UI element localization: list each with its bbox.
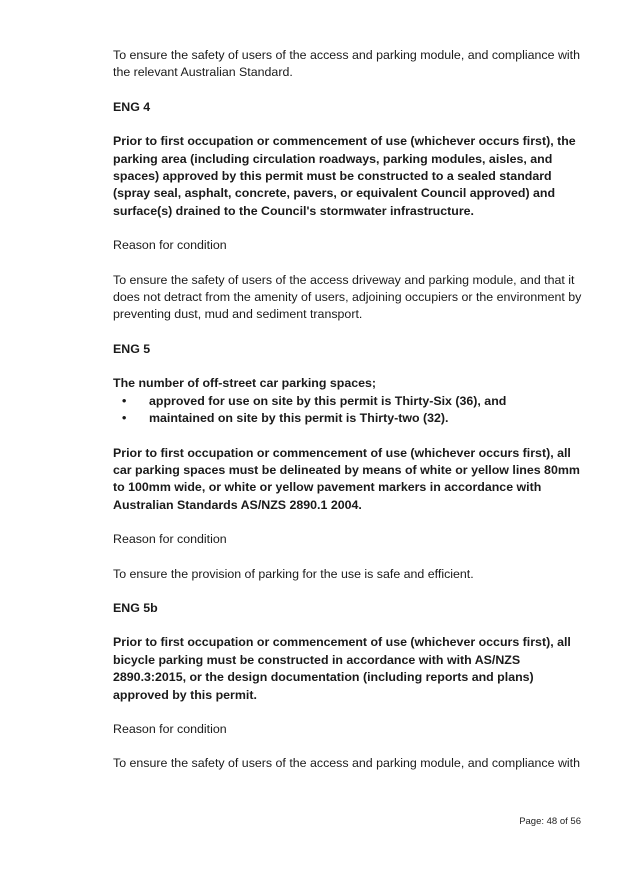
eng5-heading: ENG 5 (113, 341, 151, 356)
bullet-icon: • (122, 393, 127, 408)
eng5b-reason-label: Reason for condition (113, 721, 227, 736)
eng4-reason-label: Reason for condition (113, 238, 227, 253)
bullet-icon: • (122, 411, 127, 426)
eng5b-condition: Prior to first occupation or commencement of use (whichever occurs first), all bicycle parking must be constructed in accordance with with AS/NZS 2890.3:2015, or the design documentation (including reports and plans) approved by this permit. (113, 635, 571, 702)
eng5-bullet-list (113, 393, 583, 428)
eng5-intro: The number of off-street car parking spaces; (113, 376, 377, 391)
eng4-reason: To ensure the safety of users of the access driveway and parking module, and that it does not detract from the amenity of users, adjoining occupiers or the environment by preventing dust, mud and sediment transport. (113, 272, 582, 322)
eng5b-heading: ENG 5b (113, 600, 158, 615)
eng5b-reason: To ensure the safety of users of the access and parking module, and compliance with (113, 756, 580, 771)
paragraph-continued: To ensure the safety of users of the access and parking module, and compliance with the relevant Australian Standard. (113, 48, 580, 80)
eng5-reason: To ensure the provision of parking for the use is safe and efficient. (113, 566, 474, 581)
eng5-condition: Prior to first occupation or commencement of use (whichever occurs first), all car parking spaces must be delineated by means of white or yellow lines 80mm to 100mm wide, or white or yellow pavement markers in accordance with Australian Standards AS/NZS 2890.1 2004. (113, 445, 580, 512)
list-item: • maintained on site by this permit is Thirty-two (32). (113, 410, 583, 427)
eng4-heading: ENG 4 (113, 99, 151, 114)
eng4-condition: Prior to first occupation or commencement of use (whichever occurs first), the parking area (including circulation roadways, parking modules, aisles, and spaces) approved by this permit must be constructed to a sealed standard (spray seal, asphalt, concrete, pavers, or equivalent Council approved) and surface(s) drained to the Council's stormwater infrastructure. (113, 134, 576, 218)
document-page (113, 47, 583, 773)
list-item: • approved for use on site by this permit is Thirty-Six (36), and (113, 393, 583, 410)
eng5-reason-label: Reason for condition (113, 532, 227, 547)
page-number: Page: 48 of 56 (519, 816, 581, 827)
